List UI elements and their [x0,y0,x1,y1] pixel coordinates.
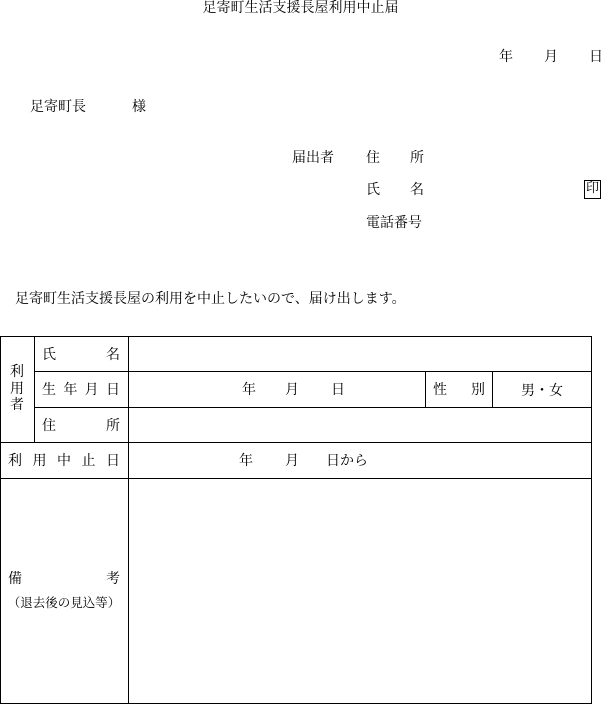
birth-month-unit: 月 [285,382,299,398]
label-char: 別 [471,382,485,398]
label-char: 氏 [42,346,56,363]
label-char: 利 [10,363,24,380]
label-char: 用 [32,453,47,469]
date-year-label: 年 [499,49,513,65]
date-day-label: 日 [589,49,603,65]
applicant-name-label [366,183,424,197]
label-char: 住 [42,417,56,434]
label-char: 備 [8,571,22,587]
label-char: 中 [57,453,71,469]
sex-choice[interactable]: 男・女 [521,382,563,399]
stop-date-label [8,442,120,478]
sex-label [433,371,485,407]
applicant-label: 届出者 [292,150,334,166]
label-char: 名 [106,346,120,363]
table-rule [34,336,35,442]
statement-text: 足寄町生活支援長屋の利用を中止したいので、届け出します。 [15,291,406,307]
user-name-label [42,336,120,371]
label-char: 年 [63,382,78,398]
user-address-label [42,407,120,442]
applicant-address-label [366,151,424,165]
stop-year-unit: 年 [239,453,253,469]
stop-date-field[interactable] [129,443,591,478]
birth-day-unit: 日 [331,382,345,398]
user-group-label [0,336,34,442]
label-char: 日 [105,382,120,398]
addressee-honorific: 様 [132,99,146,115]
label-char: 住 [366,150,380,166]
seal-mark: 印 [584,180,601,199]
remarks-note: （退去後の見込等） [7,595,121,610]
birth-year-unit: 年 [242,382,256,398]
label-char: 名 [410,182,424,198]
stop-month-unit: 月 [285,453,299,469]
applicant-phone-label: 電話番号 [366,215,422,231]
user-address-field[interactable] [129,408,591,442]
label-char: 考 [106,571,120,587]
label-char: 利 [8,453,22,469]
label-char: 者 [10,397,24,414]
label-char: 氏 [366,182,380,198]
remarks-field[interactable] [129,479,591,703]
label-char: 所 [410,150,424,166]
table-rule [425,371,426,407]
label-char: 生 [42,382,56,398]
label-char: 止 [81,453,96,469]
label-char: 用 [10,380,24,397]
label-char: 所 [106,417,120,434]
addressee-name: 足寄町長 [30,99,86,115]
form-title: 足寄町生活支援長屋利用中止届 [202,0,399,16]
stop-day-unit: 日から [326,453,368,469]
date-month-label: 月 [544,49,558,65]
user-name-field[interactable] [129,337,591,371]
table-rule [591,336,592,704]
birth-date-field[interactable] [129,372,425,407]
label-char: 月 [84,382,99,398]
label-char: 日 [106,453,120,469]
birth-date-label [42,371,120,407]
label-char: 性 [433,382,447,398]
remarks-label [8,570,120,586]
